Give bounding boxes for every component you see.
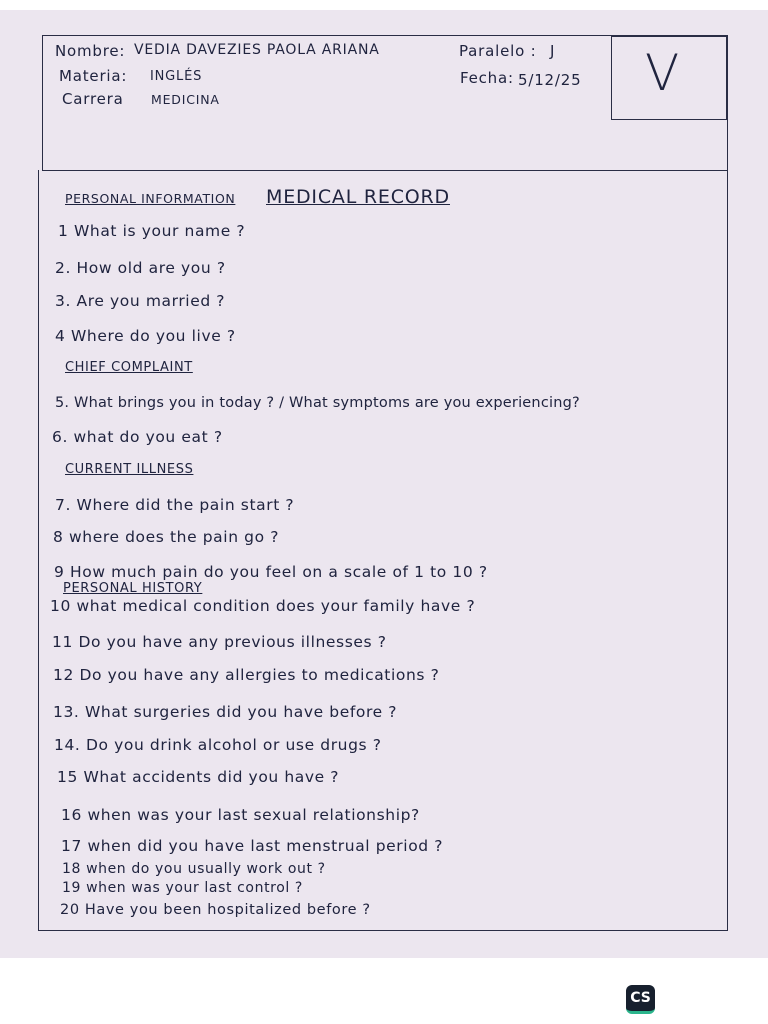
question-16: 16 when was your last sexual relationship?	[61, 806, 420, 824]
name-value: VEDIA DAVEZIES PAOLA ARIANA	[134, 42, 380, 58]
section-chief-complaint: CHIEF COMPLAINT	[65, 360, 193, 375]
section-personal-history: PERSONAL HISTORY	[63, 581, 203, 596]
question-11: 11 Do you have any previous illnesses ?	[52, 633, 387, 651]
question-19: 19 when was your last control ?	[62, 880, 303, 896]
question-3: 3. Are you married ?	[55, 292, 226, 310]
section-value: J	[550, 42, 556, 60]
document-title: MEDICAL RECORD	[266, 186, 450, 208]
question-12: 12 Do you have any allergies to medications ?	[53, 666, 440, 684]
subject-value: INGLÉS	[150, 69, 203, 84]
question-13: 13. What surgeries did you have before ?	[53, 703, 398, 721]
question-18: 18 when do you usually work out ?	[62, 861, 326, 877]
career-value: MEDICINA	[151, 92, 220, 107]
question-6: 6. what do you eat ?	[52, 428, 223, 446]
question-10: 10 what medical condition does your family have ?	[50, 597, 476, 615]
question-8: 8 where does the pain go ?	[53, 528, 280, 546]
question-17: 17 when did you have last menstrual period ?	[61, 837, 444, 855]
question-14: 14. Do you drink alcohol or use drugs ?	[54, 736, 382, 754]
question-20: 20 Have you been hospitalized before ?	[60, 902, 371, 918]
question-5: 5. What brings you in today ? / What symptoms are you experiencing?	[55, 395, 580, 411]
name-label: Nombre:	[55, 42, 126, 60]
section-label: Paralelo :	[459, 42, 537, 60]
question-1: 1 What is your name ?	[58, 222, 246, 240]
career-label: Carrera	[62, 90, 124, 108]
question-9: 9 How much pain do you feel on a scale of 1 to 10 ?	[54, 563, 488, 581]
section-current-illness: CURRENT ILLNESS	[65, 462, 194, 477]
date-label: Fecha:	[460, 69, 514, 87]
question-4: 4 Where do you live ?	[55, 327, 236, 345]
question-2: 2. How old are you ?	[55, 259, 226, 277]
subject-label: Materia:	[59, 67, 128, 85]
camscanner-logo-icon: CS	[626, 985, 655, 1014]
section-personal-information: PERSONAL INFORMATION	[65, 191, 236, 206]
grade-mark: V	[645, 44, 680, 102]
question-7: 7. Where did the pain start ?	[55, 496, 295, 514]
question-15: 15 What accidents did you have ?	[57, 768, 340, 786]
date-value: 5/12/25	[518, 71, 582, 89]
